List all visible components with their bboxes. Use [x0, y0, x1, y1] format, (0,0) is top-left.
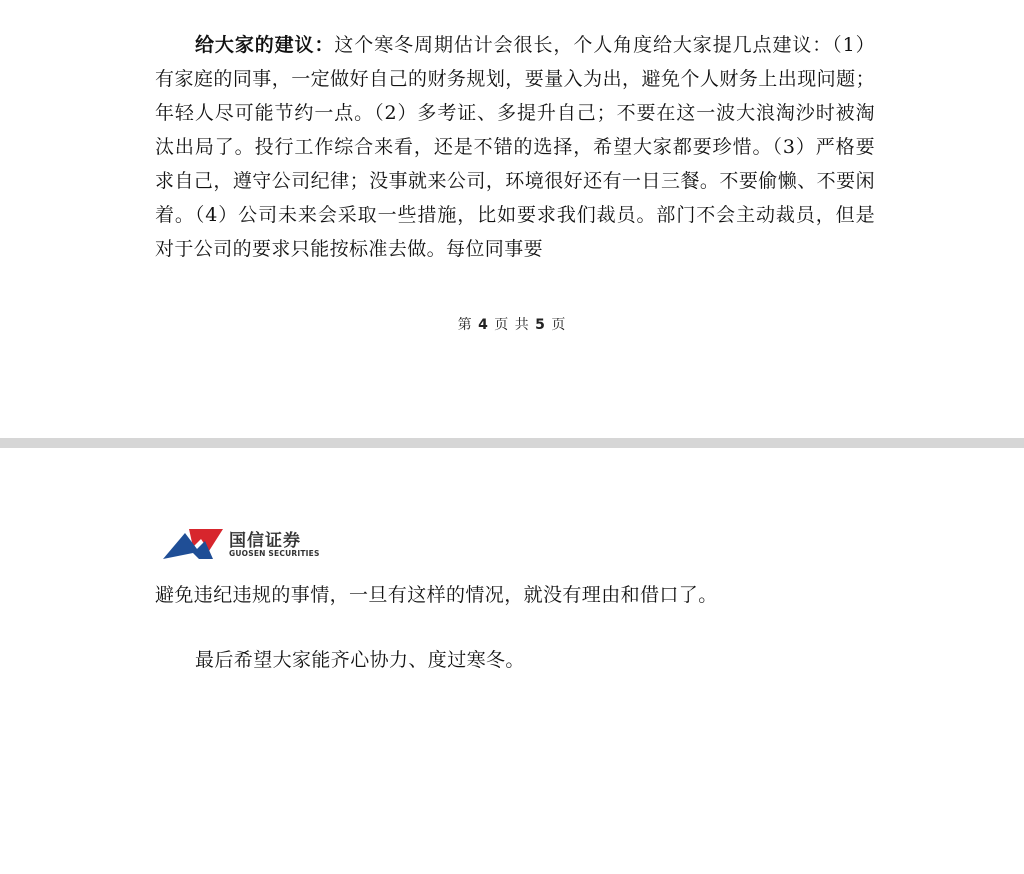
logo-text-chinese: 国信证券 — [229, 531, 301, 551]
guosen-logo-icon — [163, 527, 223, 561]
closing-paragraph: 最后希望大家能齐心协力、度过寒冬。 — [195, 649, 525, 671]
document-page-5 — [0, 448, 1024, 874]
advice-body: 这个寒冬周期估计会很长，个人角度给大家提几点建议：（1）有家庭的同事，一定做好自己的财务规划，要量入为出，避免个人财务上出现问题；年轻人尽可能节约一点。（2）多考证、多提升自己；不要在这一波大浪淘沙时被淘汰出局了。投行工作综合来看，还是不错的选择，希望大家都要珍惜。（3）严格要求自己，遵守公司纪律；没事就来公司，环境很好还有一日三餐。不要偷懒、不要闲着。（4）公司未来会采取一些措施，比如要求我们裁员。部门不会主动裁员，但是对于公司的要求只能按标准去做。每位同事要 — [155, 34, 875, 260]
page-divider — [0, 438, 1024, 448]
footer-suffix: 页 — [551, 317, 567, 333]
footer-current-page: 4 — [478, 317, 489, 333]
footer-total-pages: 5 — [535, 317, 546, 333]
advice-heading: 给大家的建议： — [195, 34, 335, 56]
page-number-footer — [0, 314, 1024, 334]
footer-prefix: 第 — [457, 317, 473, 333]
guosen-logo — [163, 525, 363, 565]
continuation-paragraph: 避免违纪违规的事情，一旦有这样的情况，就没有理由和借口了。 — [155, 584, 718, 606]
advice-paragraph — [155, 28, 875, 266]
footer-middle: 页 共 — [494, 317, 530, 333]
logo-text-english: GUOSEN SECURITIES — [229, 549, 320, 558]
